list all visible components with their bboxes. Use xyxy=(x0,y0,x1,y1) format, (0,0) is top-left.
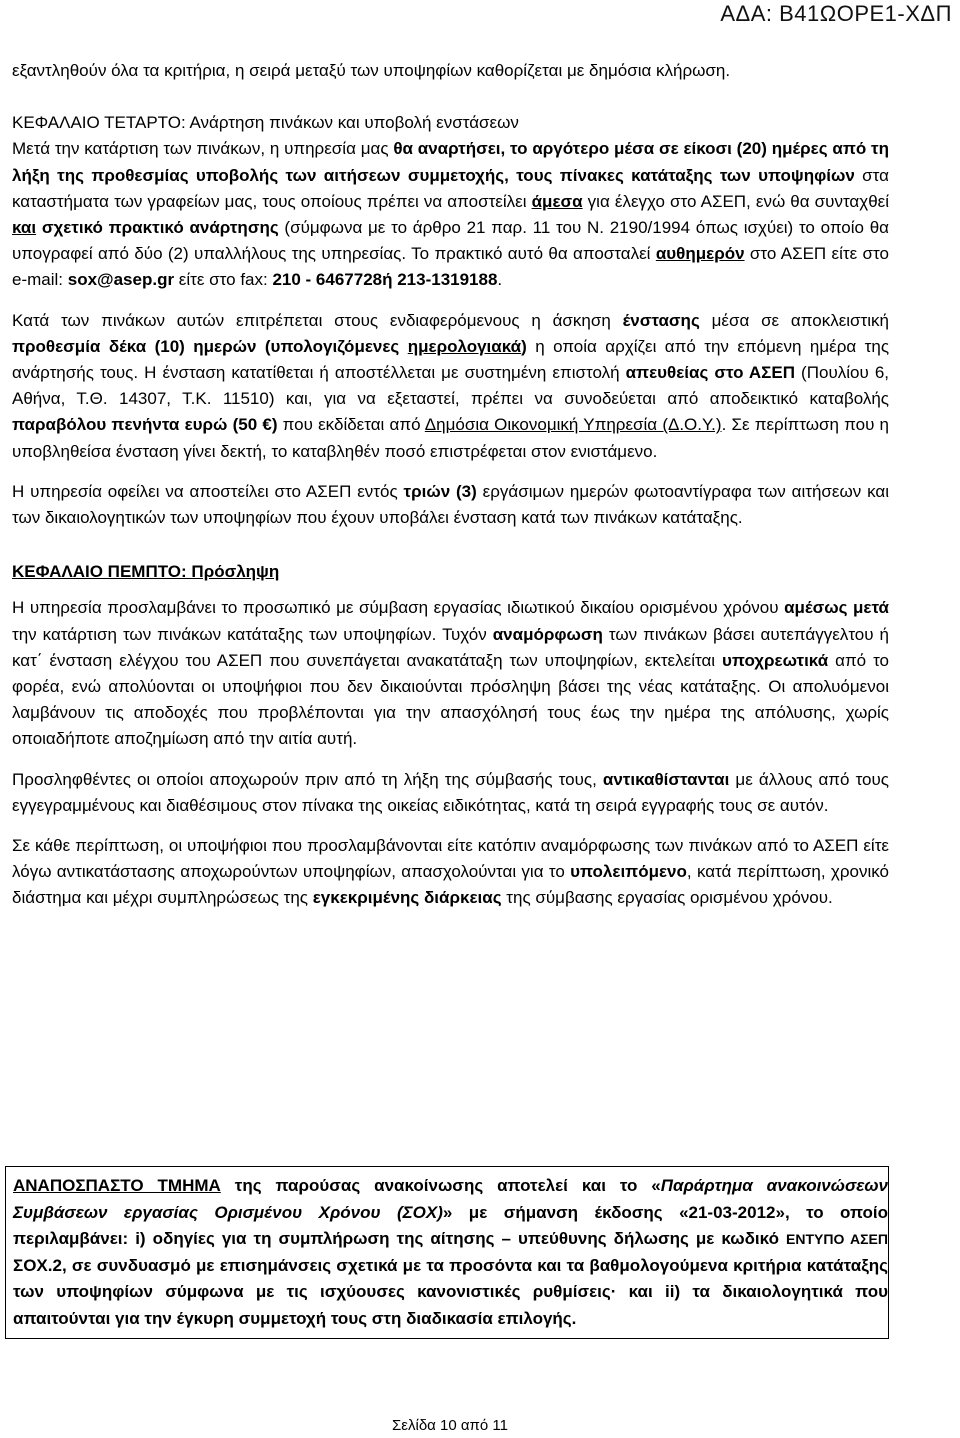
text-span: (Πουλίου 6, Αθήνα, Τ.Θ. 14307, Τ.Κ. 11510) και, για να εξεταστεί, πρέπει να συνοδεύεται από αποδεικτικό καταβολής xyxy=(12,363,889,409)
chapter-five-heading xyxy=(12,559,889,585)
bold-span: εγκεκριμένης διάρκειας xyxy=(312,888,502,908)
bold-span: τριών (3) xyxy=(403,481,477,501)
text-span: είτε στο fax: xyxy=(174,270,273,290)
bold-underline-span: και xyxy=(12,218,37,238)
bold-underline-span: αυθημερόν xyxy=(655,244,745,264)
bold-span: προθεσμία δέκα (10) ημερών (υπολογιζόμενες xyxy=(12,336,408,356)
bold-span: υποχρεωτικά xyxy=(722,650,829,670)
text-span: με άλλους από τους εγγεγραμμένους και διαθέσιμους στον πίνακα της οικείας ειδικότητας, κατά τη σειρά εγγραφής τους σε αυτόν. xyxy=(12,769,889,815)
bold-span: αμέσως μετά xyxy=(784,598,890,618)
bold-underline-span: ημερολογιακά xyxy=(407,336,522,356)
bold-span: απευθείας στο ΑΣΕΠ xyxy=(625,363,795,383)
page-number: Σελίδα 10 από 11 xyxy=(392,1417,508,1434)
text-span: για έλεγχο στο ΑΣΕΠ, ενώ θα συνταχθεί xyxy=(582,191,889,211)
email-address: sox@asep.gr xyxy=(67,270,175,290)
form-code: ΕΝΤΥΠΟ ΑΣΕΠ xyxy=(786,1231,888,1247)
bold-span: της παρούσας ανακοίνωσης αποτελεί και το « xyxy=(220,1176,661,1195)
text-span: από το φορέα, ενώ απολύονται οι υποψήφιοι που δεν δικαιούνται πρόσληψη βάσει της νέας κατάταξης. Οι απολυόμενοι λαμβάνουν τις αποδοχές που προβλέπονται για την απασχόλησή τους έως την ημέρα της απόλυσης, χωρίς οποιαδήποτε αποζημίωση από την αιτία αυτή. xyxy=(12,650,889,749)
text-span: η οποία αρχίζει από την επόμενη ημέρα της ανάρτησής τους. Η ένσταση κατατίθεται ή αποστέλλεται με συστημένη επιστολή xyxy=(12,336,890,383)
fax-numbers: 210 - 6467728ή 213-1319188 xyxy=(272,270,498,290)
annex-notice-text xyxy=(13,1173,888,1332)
bold-span: σχετικό πρακτικό ανάρτησης xyxy=(36,218,279,238)
chapter-five-title: ΚΕΦΑΛΑΙΟ ΠΕΜΠΤΟ: Πρόσληψη xyxy=(12,562,280,582)
bold-underline-span: άμεσα xyxy=(531,191,583,211)
paragraph-posting xyxy=(12,136,889,293)
text-span: Προσληφθέντες οι οποίοι αποχωρούν πριν από τη λήξη της σύμβασής τους, xyxy=(12,769,603,789)
text-span: μέσα σε αποκλειστική xyxy=(699,310,889,330)
text-span: Η υπηρεσία οφείλει να αποστείλει στο ΑΣΕΠ εντός xyxy=(12,481,404,501)
text-span: Σε κάθε περίπτωση, οι υποψήφιοι που προσλαμβάνονται είτε κατόπιν αναμόρφωσης των πινάκων από το ΑΣΕΠ είτε λόγω αντικατάστασης αποχωρούντων υποψηφίων, απασχολούνται για το xyxy=(12,836,889,882)
bold-span: αναμόρφωση xyxy=(492,624,603,644)
text-span: στο ΑΣΕΠ είτε στο e-mail: xyxy=(12,244,889,290)
chapter-four-title: ΚΕΦΑΛΑΙΟ ΤΕΤΑΡΤΟ: Ανάρτηση πινάκων και υποβολή ενστάσεων xyxy=(12,113,519,133)
bold-underline-span: ΑΝΑΠΟΣΠΑΣΤΟ ΤΜΗΜΑ xyxy=(13,1176,221,1195)
text-span: . Σε περίπτωση που η υποβληθείσα ένσταση γίνει δεκτή, το καταβληθέν ποσό επιστρέφεται στον ενιστάμενο. xyxy=(12,415,890,461)
bold-span: ) xyxy=(521,336,527,356)
text-span: την κατάρτιση των πινάκων κατάταξης των υποψηφίων. Τυχόν xyxy=(12,624,493,644)
annex-title: Παράρτημα ανακοινώσεων Συμβάσεων εργασίας Ορισμένου Χρόνου (ΣΟΧ) xyxy=(13,1176,888,1222)
underline-span: Δημόσια Οικονομική Υπηρεσία (Δ.Ο.Υ.) xyxy=(424,415,722,435)
bold-span: » με σήμανση έκδοσης «21-03-2012», το οποίο περιλαμβάνει: i) οδηγίες για τη συμπλήρωση της αίτησης – υπεύθυνης δήλωσης με κωδικό xyxy=(13,1202,888,1248)
bold-span: παραβόλου πενήντα ευρώ (50 €) xyxy=(12,415,278,435)
bold-span: θα αναρτήσει, το αργότερο μέσα σε είκοσι (20) ημέρες από τη λήξη της προθεσμίας υποβολής των αιτήσεων συμμετοχής, τους πίνακες κατάταξης των υποψηφίων xyxy=(12,139,889,185)
paragraph-replacement xyxy=(12,767,889,819)
paragraph-duration xyxy=(12,833,889,912)
text-span: Κατά των πινάκων αυτών επιτρέπεται στους ενδιαφερόμενους η άσκηση xyxy=(12,310,623,330)
text-span: Μετά την κατάρτιση των πινάκων, η υπηρεσία μας xyxy=(12,139,394,159)
text-span: (σύμφωνα με το άρθρο 21 παρ. 11 του Ν. 2190/1994 όπως ισχύει) το οποίο θα υπογραφεί από δύο (2) υπαλλήλους της υπηρεσίας. Το πρακτικό αυτό θα αποσταλεί xyxy=(12,218,890,264)
bold-span: ένστασης xyxy=(622,310,700,330)
page-content xyxy=(12,58,889,912)
text-span: . xyxy=(497,270,503,290)
text-span: των πινάκων βάσει αυτεπάγγελτου ή κατ΄ ένσταση ελέγχου του ΑΣΕΠ που συνεπάγεται ανακατάταξη των υποψηφίων, εκτελείται xyxy=(12,624,889,670)
paragraph-continuation: εξαντληθούν όλα τα κριτήρια, η σειρά μεταξύ των υποψηφίων καθορίζεται με δημόσια κλήρωση. xyxy=(12,61,731,80)
paragraph-copies xyxy=(12,479,889,531)
annex-notice-box xyxy=(5,1166,889,1339)
paragraph-objection xyxy=(12,308,889,465)
text-span: που εκδίδεται από xyxy=(277,415,425,435)
ada-code: ΑΔΑ: Β41ΩΟΡΕ1-ΧΔΠ xyxy=(720,1,952,26)
bold-span: υπολειπόμενο xyxy=(570,862,687,882)
paragraph-hiring xyxy=(12,595,889,752)
chapter-four-heading xyxy=(12,110,889,136)
text-span: εργάσιμων ημερών φωτοαντίγραφα των αιτήσεων και των δικαιολογητικών των υποψηφίων που έχουν υποβάλει ένσταση κατά των πινάκων κατάταξης. xyxy=(12,481,889,528)
bold-span: ΣΟΧ.2, σε συνδυασμό με επισημάνσεις σχετικά με τα προσόντα και τα βαθμολογούμενα κριτήρια κατάταξης των υποψηφίων σύμφωνα με τις ισχύουσες κανονιστικές ρυθμίσεις· και ii) τα δικαιολογητικά που απαιτούνται για την έγκυρη συμμετοχή τους στη διαδικασία επιλογής. xyxy=(13,1255,888,1328)
bold-span: αντικαθίστανται xyxy=(602,769,730,789)
text-span: , κατά περίπτωση, χρονικό διάστημα και μέχρι συμπληρώσεως της xyxy=(12,862,889,908)
text-span: Η υπηρεσία προσλαμβάνει το προσωπικό με σύμβαση εργασίας ιδιωτικού δικαίου ορισμένου χρόνου xyxy=(12,598,785,618)
text-span: της σύμβασης εργασίας ορισμένου χρόνου. xyxy=(501,888,833,908)
text-span: στα καταστήματα των γραφείων μας, τους οποίους πρέπει να αποστείλει xyxy=(12,165,889,211)
